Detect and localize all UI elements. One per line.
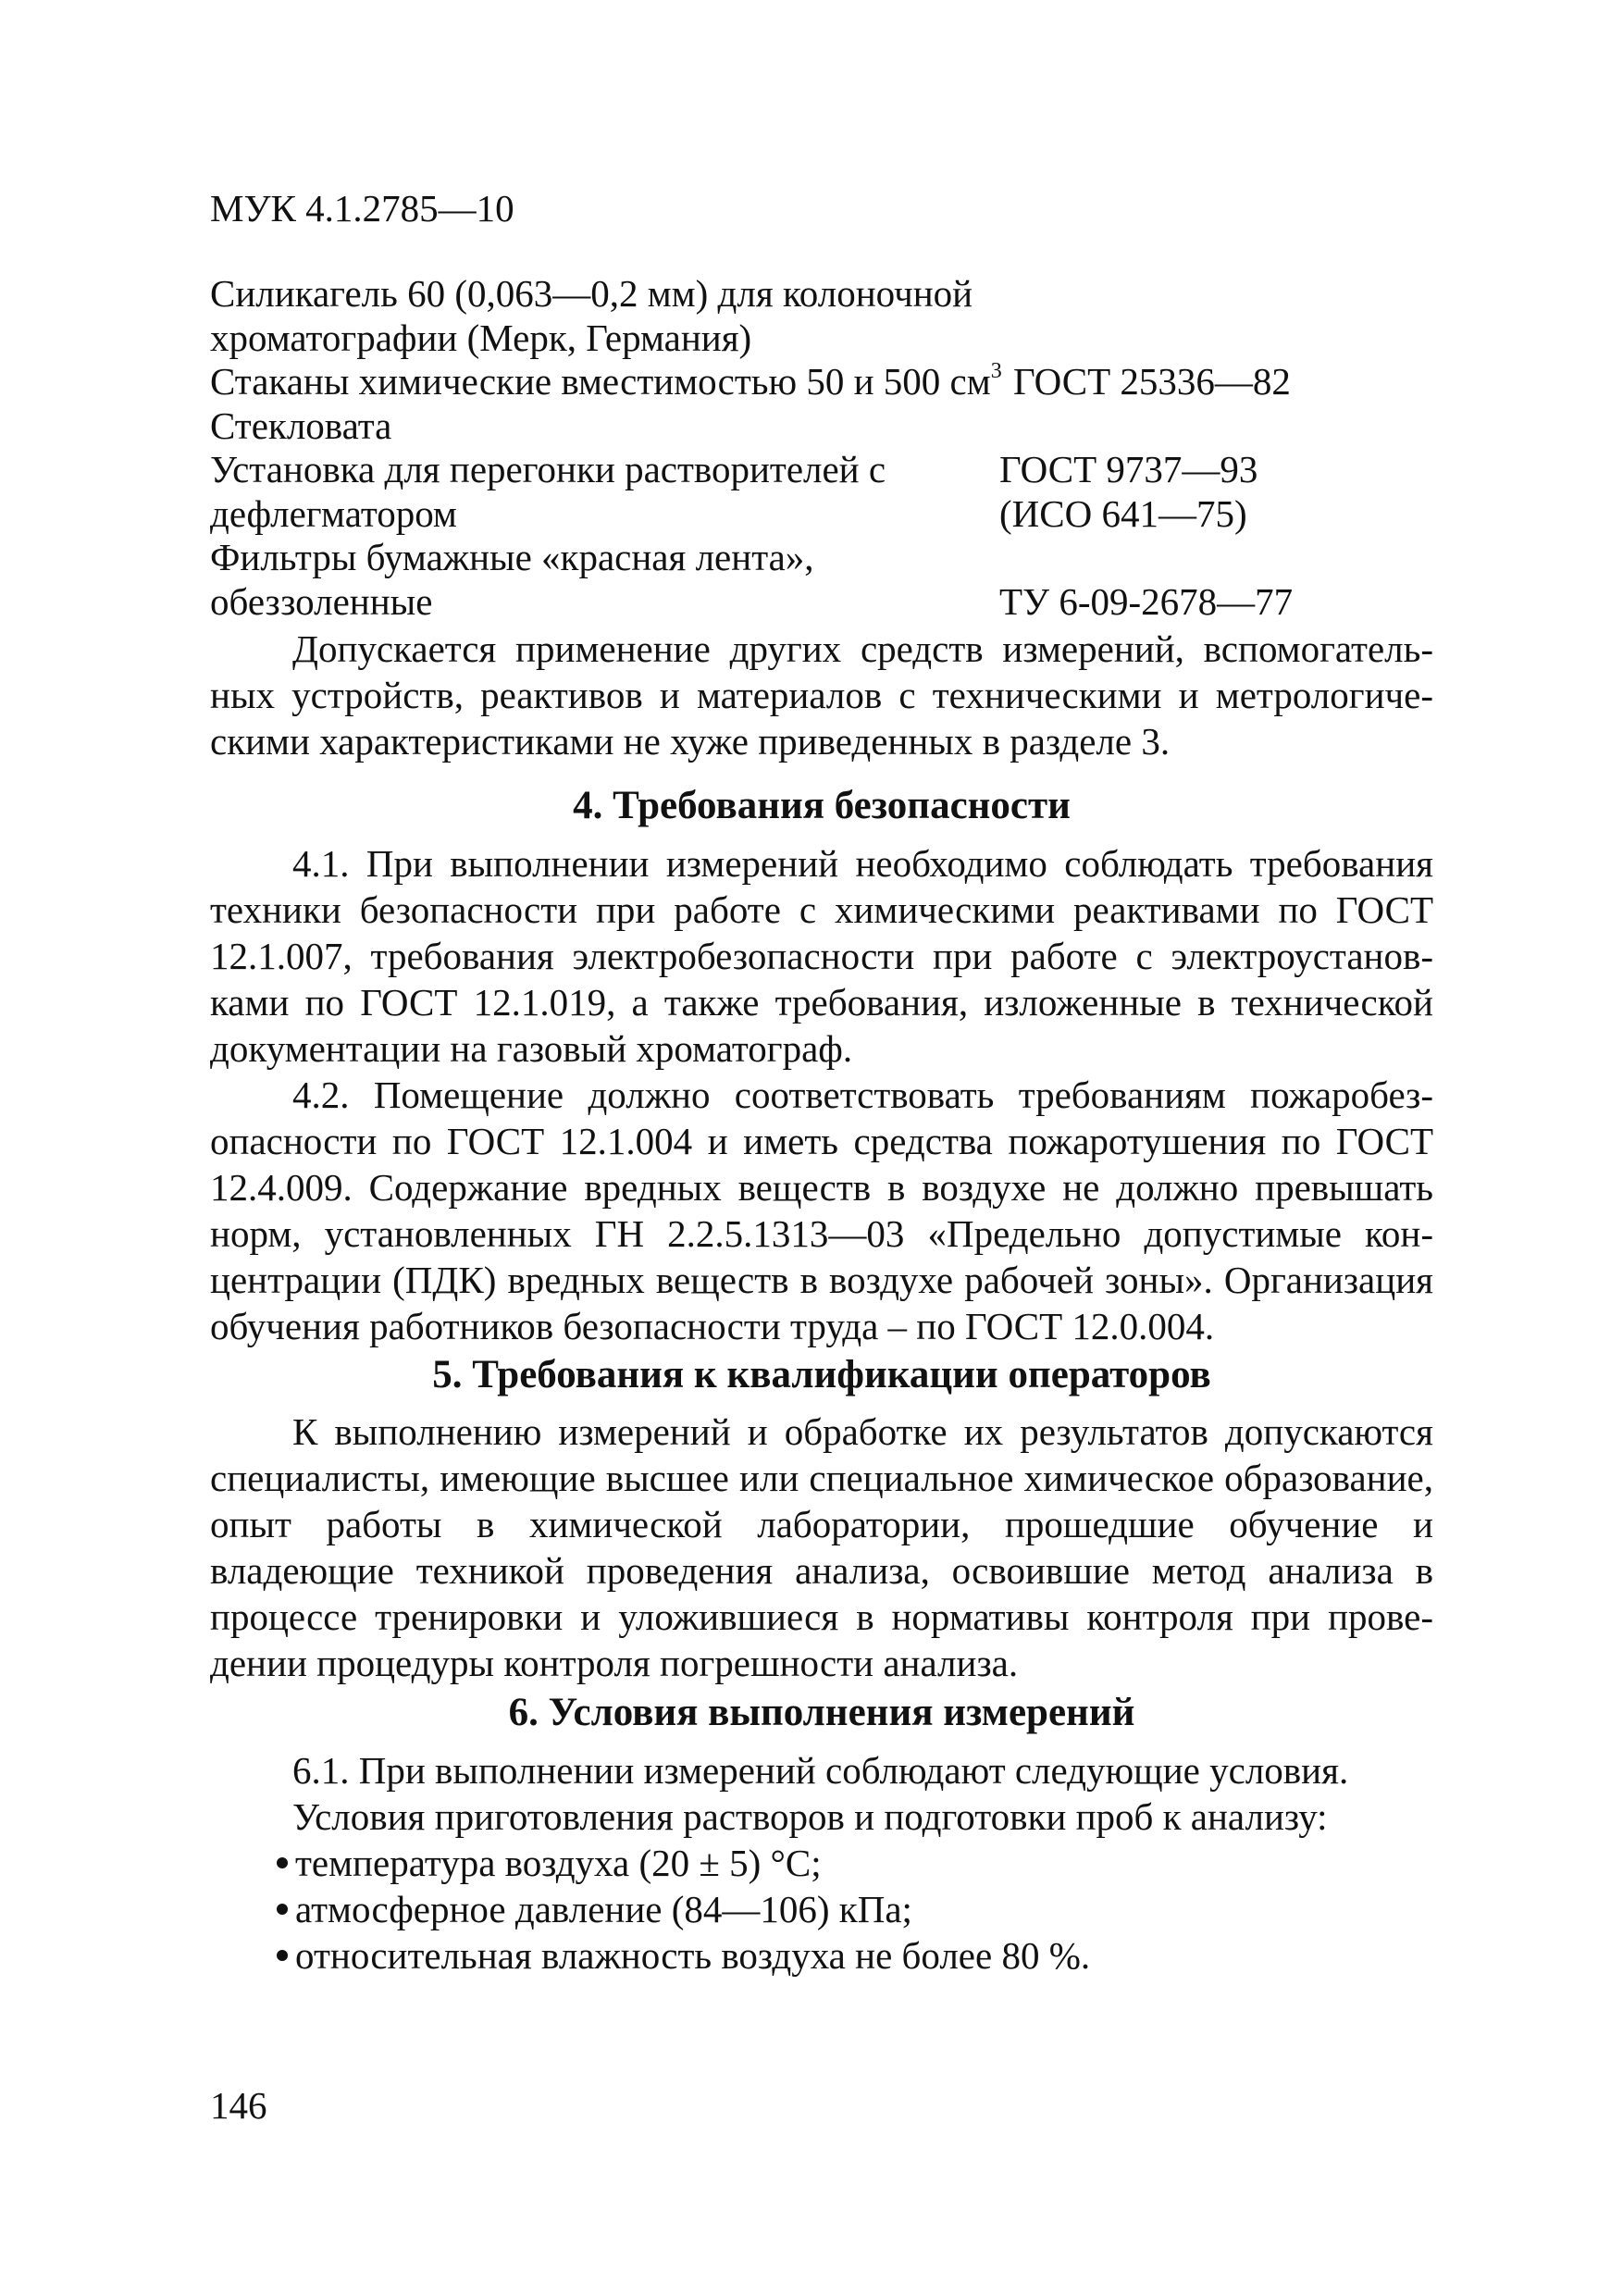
material-name: Стекловата xyxy=(210,403,392,447)
section-6-line-1: 6.1. При выполнении измерений соблюдают следующие условия. xyxy=(292,1749,1349,1792)
materials-row xyxy=(210,448,1431,492)
bullet-icon xyxy=(277,1904,288,1915)
material-standard: ГОСТ 9737—93 xyxy=(999,448,1258,490)
material-name-text: Стаканы химические вместимостью 50 и 500 см xyxy=(210,360,991,403)
section-4-paragraph-2: 4.2. Помещение должно соответствовать требованиям пожаробезопасности по ГОСТ 12.1.004 и иметь средства пожаротушения по ГОСТ 12.4.009. Содержание вредных веществ в воздухе не должно превышать норм, установленных ГН 2.2.5.1313—03 «Предельно допустимые концентрации (ПДК) вредных веществ в воздухе рабочей зоны». Организация обучения работников безопасности труда – по ГОСТ 12.0.004. xyxy=(210,1074,1433,1347)
section-5-heading: 5. Требования к квалификации операторов xyxy=(432,1353,1211,1396)
bullet-text: относительная влажность воздуха не более 80 %. xyxy=(295,1934,1091,1977)
materials-row xyxy=(210,272,1431,316)
materials-row xyxy=(210,580,1431,625)
materials-row xyxy=(210,360,1431,404)
material-name: хроматографии (Мерк, Германия) xyxy=(210,316,752,359)
bullet-text: атмосферное давление (84—106) кПа; xyxy=(295,1888,912,1930)
bullet-icon xyxy=(277,1857,288,1868)
materials-row xyxy=(210,536,1431,580)
bullet-text: температура воздуха (20 ± 5) °С; xyxy=(295,1842,822,1884)
material-name: дефлегматором xyxy=(210,491,457,535)
material-name: Силикагель 60 (0,063—0,2 мм) для колоночной xyxy=(210,272,973,315)
material-name: Фильтры бумажные «красная лента», xyxy=(210,536,814,578)
material-standard: ГОСТ 25336—82 xyxy=(1013,360,1291,403)
materials-note-paragraph: Допускается применение других средств измерений, вспомогательных устройств, реактивов и материалов с техническими и метрологическими характеристиками не хуже приведенных в разделе 3. xyxy=(210,627,1433,763)
materials-row xyxy=(210,316,1431,361)
running-header: МУК 4.1.2785—10 xyxy=(210,187,514,230)
page-number: 146 xyxy=(210,2084,267,2127)
material-name: Установка для перегонки растворителей с xyxy=(210,448,886,490)
section-5-paragraph-1: К выполнению измерений и обработке их результатов допускаются специалисты, имеющие высшее или специальное химическое образование, опыт работы в химической лаборатории, прошедшие обучение и владеющие техникой проведения анализа, освоившие метод анализа в процессе тренировки и уложившиеся в нормативы контроля при проведении процедуры контроля погрешности анализа. xyxy=(210,1410,1433,1684)
condition-bullet-item xyxy=(277,1932,1090,1979)
section-4-paragraph-1: 4.1. При выполнении измерений необходимо соблюдать требования техники безопасности при работе с химическими реактивами по ГОСТ 12.1.007, требования электробезопасности при работе с электроустановками по ГОСТ 12.1.019, а также требования, изложенные в технической документации на газовый хроматограф. xyxy=(210,842,1433,1070)
section-4-heading: 4. Требования безопасности xyxy=(573,784,1071,827)
section-6-line-2: Условия приготовления растворов и подготовки проб к анализу: xyxy=(292,1795,1328,1838)
material-standard: ТУ 6-09-2678—77 xyxy=(999,579,1294,623)
materials-row xyxy=(210,492,1431,537)
material-standard: (ИСО 641—75) xyxy=(999,491,1247,535)
material-name: обеззоленные xyxy=(210,579,433,623)
superscript: 3 xyxy=(990,359,1002,383)
materials-row xyxy=(210,404,1431,449)
bullet-icon xyxy=(277,1950,288,1961)
section-6-heading: 6. Условия выполнения измерений xyxy=(508,1691,1135,1734)
condition-bullet-item xyxy=(277,1886,912,1932)
condition-bullet-item xyxy=(277,1840,822,1886)
materials-list xyxy=(210,272,1431,624)
material-name xyxy=(210,360,1002,404)
